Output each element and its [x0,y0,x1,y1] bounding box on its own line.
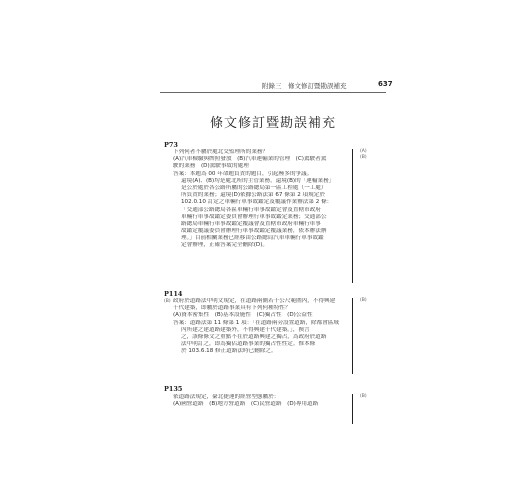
text-line: 依道路法規定，臺北捷運的經營型態屬於： [173,394,280,400]
page-number: 637 [378,80,393,88]
text-line: 故鑑定覆議委員會辦理行車事故鑑定覆議業務，依本辦法辦 [181,228,327,235]
side-note [360,149,367,161]
text-line: 路總局車輛行車事故鑑定覆議會及直轄市政府車輛行車事 [181,220,321,227]
text-line: 於 103.6.18 修正道路法時已刪除之。 [181,348,277,355]
text-line: 法中明訂之，即為獨佔道路事業的獨占性性定。惟本條 [181,341,316,348]
section-body [173,394,345,408]
revision-bar [352,298,353,374]
side-note-item: (A) [360,149,367,154]
text-line: 所負責的業務；還境(D)依據公路法第 67 條第 2 項規定於 [181,192,325,199]
revision-bar [352,394,353,424]
side-note-item: (B) [360,298,367,303]
text-line: (A)汽車檢驗與牌照發放 (B)汽車運輸業的管理 (C)駕駛者駕 [173,156,327,163]
text-line: 干代建築，即屬於道路事業具有下列何種特性？ [173,305,291,312]
text-line: 政府於道路法中明文規定，在道路兩側若干公尺範圍內，不得興建 [173,298,336,304]
side-note-item: (B) [360,394,367,399]
text-line: 理。」目前相關業務已經移由公路總局汽車車輛行車事故鑑 [181,235,324,242]
side-note-item: (B) [360,155,367,160]
text-line: 之，該條條文之重點不在於道路興建之獨占，為政府於道路 [181,333,327,340]
text-line: 答案：本題為 00 年命題負責的題目，引起極多的爭議。 [173,170,313,177]
text-line: 車輛行車事故鑑定委員會辦理行車事故鑑定業務；交通部公 [181,213,327,220]
header-rule [160,92,386,93]
section-label: P73 [164,141,178,149]
revision-bar [352,149,353,283]
text-line: 102.0.10 訂定之車輛行車事故鑑定及覆議作業辦法第 2 條： [181,199,333,206]
side-note [360,394,367,400]
text-line: 內所建之建道路建築外，不得興建干代建築。」，換言 [181,326,310,333]
text-line: (A)資本密集性 (B)基本設施性 (C)獨占性 (D)公益性 [173,312,313,319]
text-line: 是公於處於各公路所屬的公路總局第一區工程處（一工處） [181,184,327,191]
text-line: 駛的業務 (D)駕駛事故的處理 [173,163,249,170]
section-label: P135 [164,385,183,393]
text-line: 定會辦理，正確答案完全刪除(D)。 [181,242,268,249]
text-line: 還境(A)、(B)均是處北所的主管業務，還境(B)的「運輸業務」 [181,177,335,184]
text-line: 下列何者不屬於處北交監理所的業務？ [173,149,269,155]
side-note [360,298,367,304]
section-body [173,298,345,356]
section-label: P114 [164,290,183,298]
text-line: (A)國營道路 (B)地方營道路 (C)民營道路 (D)專用道路 [173,401,319,408]
text-line: 答案：道路法第 11 條第 1 項：「在道路兩旁設置道路，除都會區域 [173,319,340,326]
section-body [173,149,345,250]
running-header: 附錄三 條文修訂暨勘誤補充 [262,82,347,90]
margin-mark: (B) [164,299,171,304]
page-title: 條文修訂暨勘誤補充 [209,116,336,131]
text-line: 「交通部公路總局各區車輛行車事故鑑定會及直轄市政府 [181,206,321,213]
